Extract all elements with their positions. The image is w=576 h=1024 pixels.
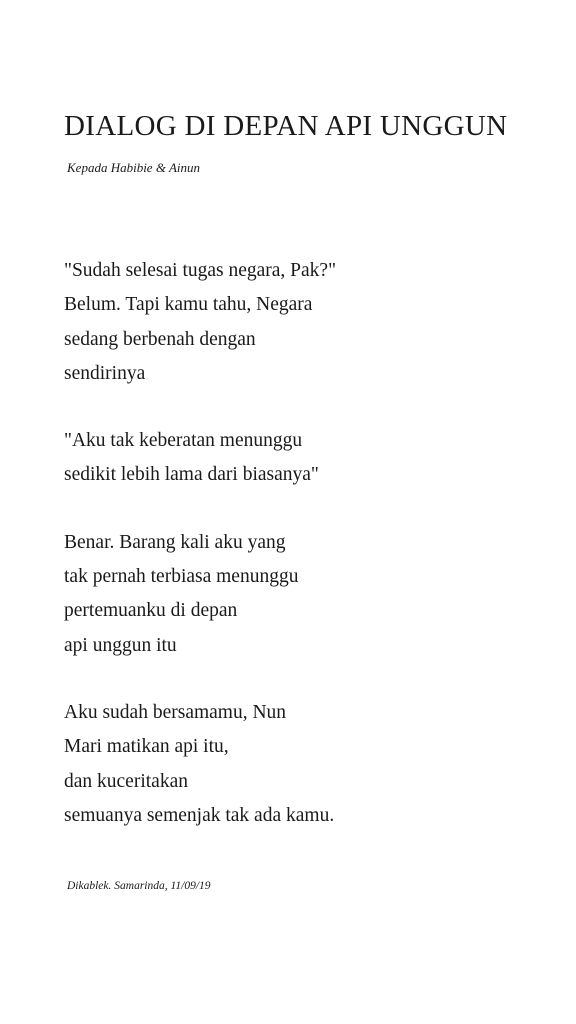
poem-line: pertemuanku di depan	[64, 600, 238, 622]
poem-line: api unggun itu	[64, 634, 177, 656]
stanza	[64, 526, 544, 663]
poem-line: sendirinya	[64, 362, 146, 384]
poem-line: Mari matikan api itu,	[64, 736, 229, 758]
poem-line: dan kuceritakan	[64, 770, 188, 792]
poem-line: sedang berbenah dengan	[64, 328, 256, 350]
poem-title: DIALOG DI DEPAN API UNGGUN	[64, 110, 508, 142]
poem-line: tak pernah terbiasa menunggu	[64, 566, 299, 588]
stanza	[64, 254, 544, 391]
poem-line: Aku sudah bersamamu, Nun	[64, 701, 287, 723]
stanza	[64, 424, 544, 493]
poem-line: sedikit lebih lama dari biasanya"	[64, 464, 319, 486]
poem-body	[64, 254, 544, 866]
poem-signature: Dikablek. Samarinda, 11/09/19	[67, 880, 211, 892]
stanza	[64, 696, 544, 833]
poem-line: Belum. Tapi kamu tahu, Negara	[64, 294, 313, 316]
poem-dedication: Kepada Habibie & Ainun	[67, 160, 201, 175]
poem-line: Benar. Barang kali aku yang	[64, 531, 286, 553]
poem-line: "Aku tak keberatan menunggu	[64, 430, 303, 452]
poem-line: "Sudah selesai tugas negara, Pak?"	[64, 260, 337, 281]
poem-line: semuanya semenjak tak ada kamu.	[64, 804, 335, 826]
